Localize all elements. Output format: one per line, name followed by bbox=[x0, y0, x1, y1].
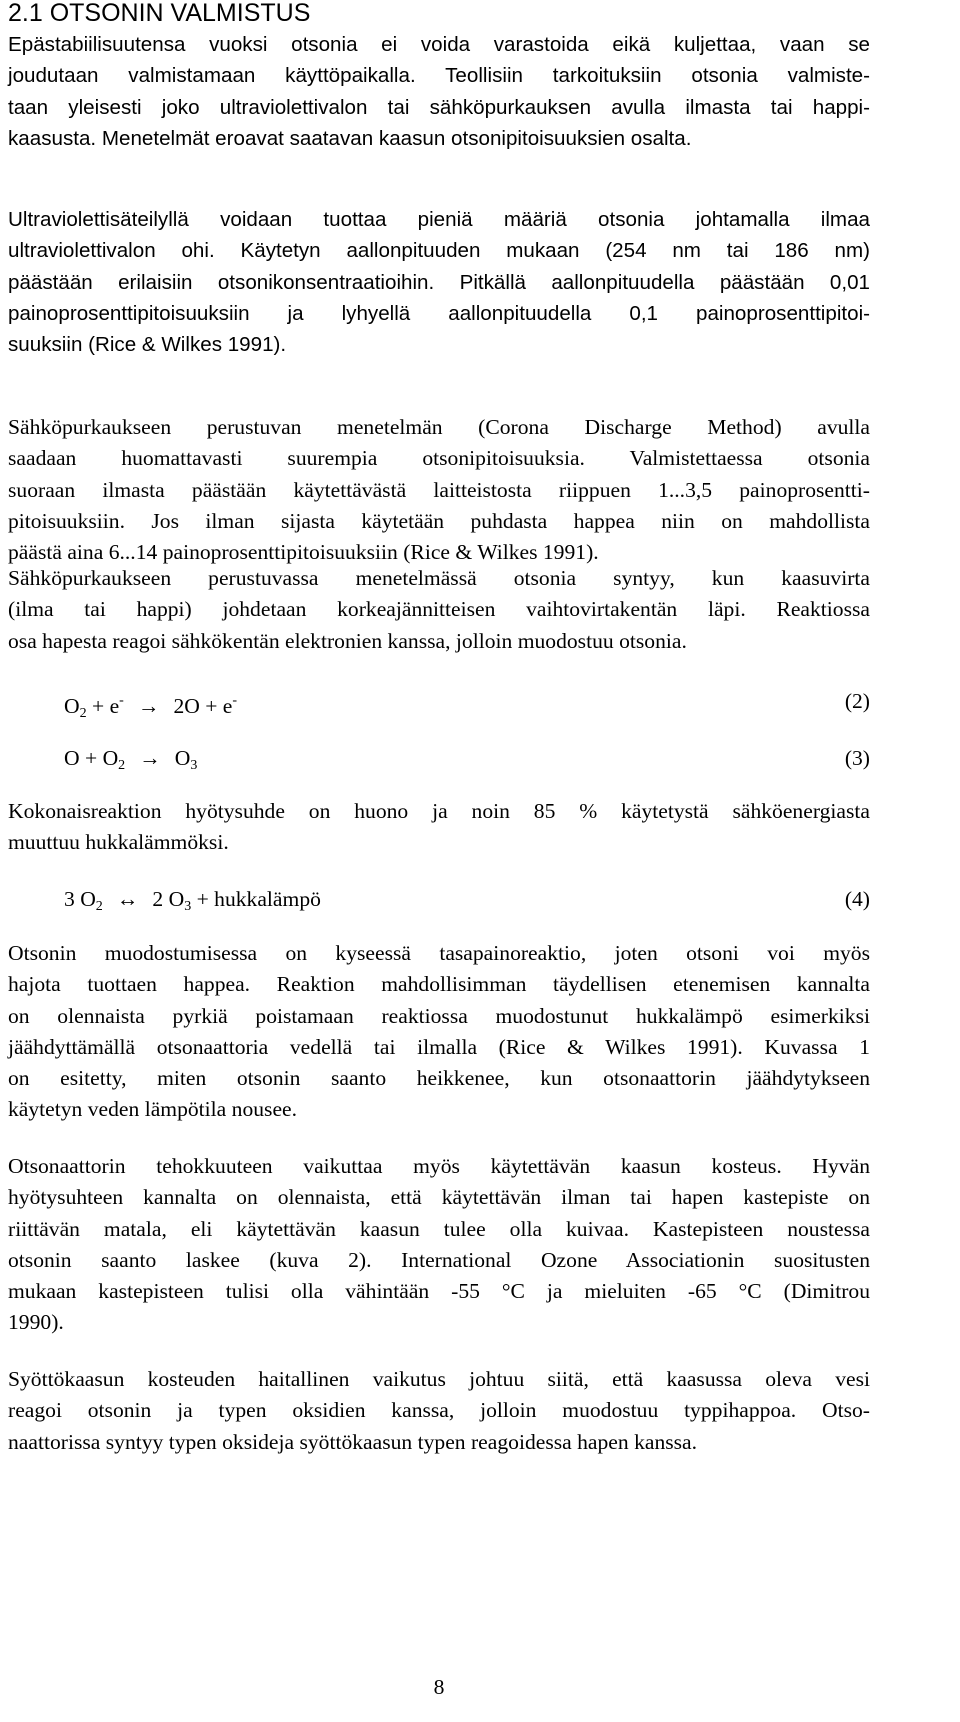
paragraph-line: naattorissa syntyy typen oksideja syöttökaasun typen reagoidessa hapen kanssa. bbox=[8, 1429, 698, 1454]
paragraph-line: mukaan kastepisteen tulisi olla vähintään -55 °C ja mieluiten -65 °C (Dimitrou bbox=[8, 1279, 870, 1304]
equation-formula: 3 $O_2$ ↔ 2 $O_3$ + hukkalämpö bbox=[64, 884, 321, 922]
equation-3 bbox=[64, 743, 870, 773]
paragraph-line: saadaan huomattavasti suurempia otsonipitoisuuksia. Valmistettaessa otsonia bbox=[8, 446, 870, 471]
paragraph-line: reagoi otsonin ja typen oksidien kanssa, jolloin muodostuu typpihappoa. Otso- bbox=[8, 1398, 870, 1423]
paragraph-line: otsonin saanto laskee (kuva 2). International Ozone Associationin suositusten bbox=[8, 1247, 870, 1272]
paragraph-line: on olennaista pyrkiä poistamaan reaktiossa muodostunut hukkalämpö esimerkiksi bbox=[8, 1003, 870, 1028]
paragraph-line: Ultraviolettisäteilyllä voidaan tuottaa pieniä määriä otsonia johtamalla ilmaa bbox=[8, 208, 870, 231]
paragraph-line: painoprosenttipitoisuuksiin ja lyhyellä aallonpituudella 0,1 painoprosenttipitoi- bbox=[8, 301, 870, 325]
paragraph-line: hajota tuottaen happea. Reaktion mahdollisimman täydellisen etenemisen kannalta bbox=[8, 972, 870, 997]
paragraph-line: on esitetty, miten otsonin saanto heikkenee, kun otsonaattorin jäähdytykseen bbox=[8, 1066, 870, 1091]
paragraph-line: muuttuu hukkalämmöksi. bbox=[8, 830, 229, 855]
equation-number: (2) bbox=[844, 689, 870, 713]
paragraph-line: käytetyn veden lämpötila nousee. bbox=[8, 1097, 298, 1122]
section-heading: 2.1 OTSONIN VALMISTUS bbox=[8, 0, 311, 27]
equation-4 bbox=[64, 884, 870, 914]
paragraph-line: Epästabiilisuutensa vuoksi otsonia ei voida varastoida eikä kuljettaa, vaan se bbox=[8, 33, 870, 56]
paragraph-line: (ilma tai happi) johdetaan korkeajännitteisen vaihtovirtakentän läpi. Reaktiossa bbox=[8, 597, 870, 622]
paragraph-line: joudutaan valmistamaan käyttöpaikalla. Teollisiin tarkoituksiin otsonia valmiste- bbox=[8, 64, 870, 88]
paragraph-line: Kokonaisreaktion hyötysuhde on huono ja noin 85 % käytetystä sähköenergiasta bbox=[8, 799, 870, 823]
paragraph-line: päästä aina 6...14 painoprosenttipitoisuuksiin (Rice & Wilkes 1991). bbox=[8, 540, 599, 565]
paragraph-line: Otsonaattorin tehokkuuteen vaikuttaa myös käytettävän kaasun kosteus. Hyvän bbox=[8, 1154, 870, 1178]
double-arrow-icon: ↔ bbox=[116, 887, 139, 911]
paragraph-corona bbox=[8, 412, 870, 568]
paragraph-line: ultraviolettivalon ohi. Käytetyn aallonpituuden mukaan (254 nm tai 186 nm) bbox=[8, 239, 870, 263]
right-arrow-icon: → bbox=[139, 746, 161, 770]
paragraph-line: kaasusta. Menetelmät eroavat saatavan kaasun otsonipitoisuuksien osalta. bbox=[8, 126, 692, 150]
paragraph-line: suuksiin (Rice & Wilkes 1991). bbox=[8, 333, 287, 357]
equation-number: (3) bbox=[844, 746, 870, 770]
paragraph-line: Syöttökaasun kosteuden haitallinen vaikutus johtuu siitä, että kaasussa oleva vesi bbox=[8, 1367, 870, 1391]
equation-2 bbox=[64, 686, 870, 721]
paragraph-line: taan yleisesti joko ultraviolettivalon tai sähköpurkauksen avulla ilmasta tai happi- bbox=[8, 95, 870, 119]
paragraph-uv bbox=[8, 204, 870, 360]
paragraph-line: 1990). bbox=[8, 1310, 64, 1335]
equation-number: (4) bbox=[844, 887, 870, 911]
paragraph-line: pitoisuuksiin. Jos ilman sijasta käytetään puhdasta happea niin on mahdollista bbox=[8, 508, 870, 533]
page-number: 8 bbox=[433, 1675, 445, 1699]
paragraph-line: riittävän matala, eli käytettävän kaasun tulee olla kuivaa. Kastepisteen noustessa bbox=[8, 1216, 870, 1241]
paragraph-line: päästään erilaisiin otsonikonsentraatioihin. Pitkällä aallonpituudella päästään 0,01 bbox=[8, 270, 870, 294]
paragraph-discharge bbox=[8, 563, 870, 657]
paragraph-line: osa hapesta reagoi sähkökentän elektronien kanssa, jolloin muodostuu otsonia. bbox=[8, 628, 687, 653]
paragraph-line: jäähdyttämällä otsonaattoria vedellä tai ilmalla (Rice & Wilkes 1991). Kuvassa 1 bbox=[8, 1034, 870, 1059]
equation-formula: $O_2 + e^- \to 2O + e^-$ bbox=[64, 693, 238, 721]
paragraph-equilibrium bbox=[8, 938, 870, 1126]
paragraph-line: Otsonin muodostumisessa on kyseessä tasapainoreaktio, joten otsoni voi myös bbox=[8, 941, 870, 965]
paragraph-line: suoraan ilmasta päästään käytettävästä laitteistosta riippuen 1...3,5 painoprosentti- bbox=[8, 477, 870, 502]
right-arrow-icon: → bbox=[137, 694, 160, 718]
paragraph-humidity bbox=[8, 1151, 870, 1339]
paragraph-efficiency bbox=[8, 796, 870, 859]
paragraph-feed-gas bbox=[8, 1364, 870, 1458]
paragraph-line: hyötysuhteen kannalta on olennaista, että käytettävän ilman tai hapen kastepiste on bbox=[8, 1185, 870, 1210]
paragraph-line: Sähköpurkaukseen perustuvan menetelmän (Corona Discharge Method) avulla bbox=[8, 415, 870, 439]
paragraph-line: Sähköpurkaukseen perustuvassa menetelmässä otsonia syntyy, kun kaasuvirta bbox=[8, 566, 870, 590]
paragraph-intro bbox=[8, 29, 870, 154]
equation-formula: $O + O_2 \to O_3$ bbox=[64, 743, 197, 781]
